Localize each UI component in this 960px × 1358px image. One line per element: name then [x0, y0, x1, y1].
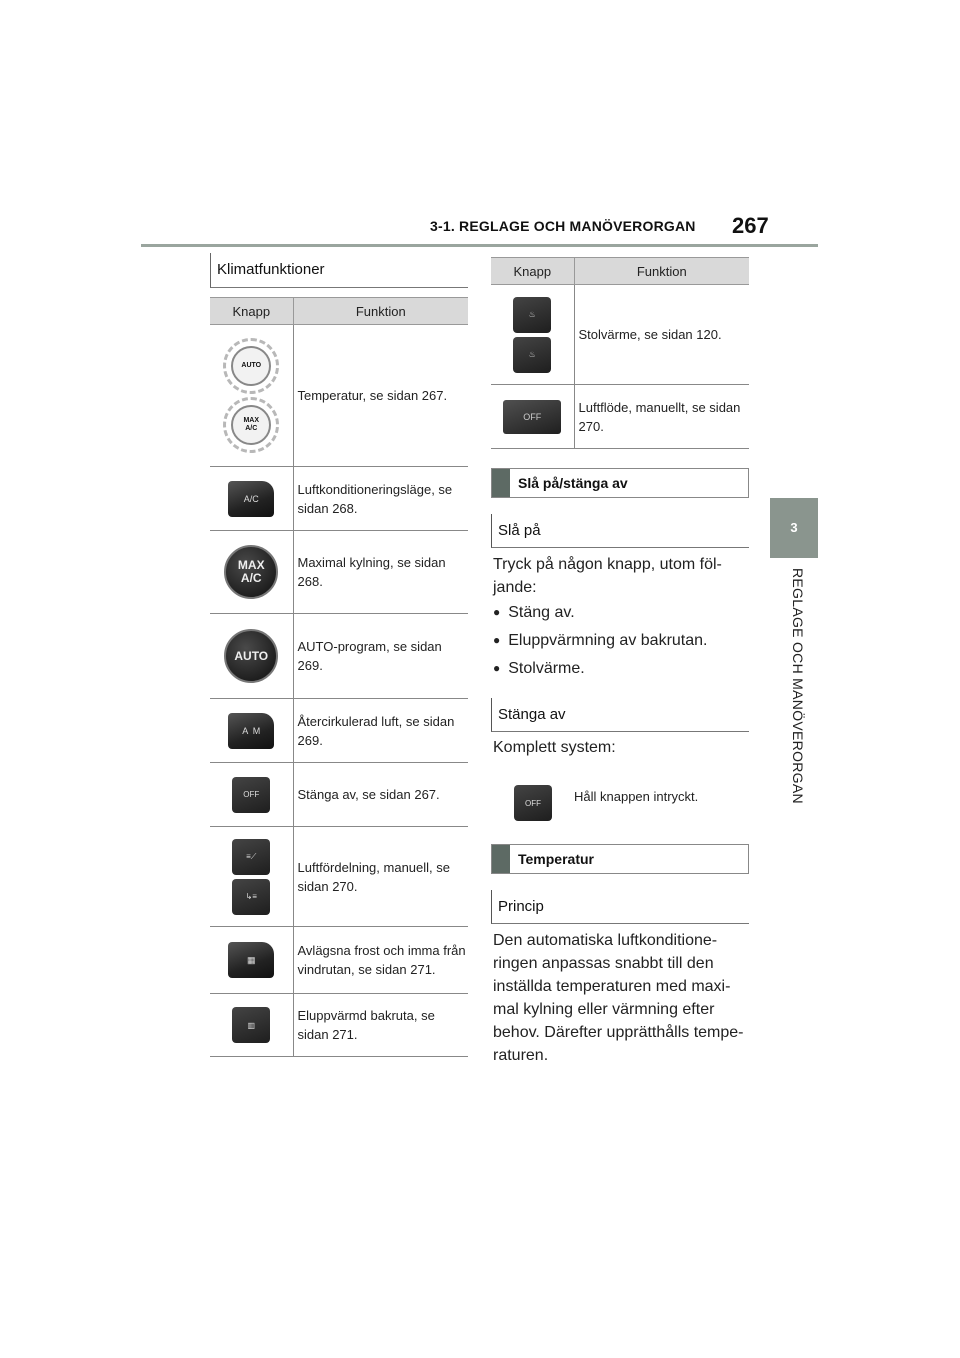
- seat-heating-upper-icon: ♨: [513, 297, 551, 333]
- table-row: [210, 699, 468, 763]
- ac-button-icon: A/C: [228, 481, 274, 517]
- col-funktion: Funktion: [574, 258, 749, 285]
- climate-functions-table: [210, 297, 468, 1057]
- header-rule: [141, 244, 818, 247]
- table-row: [210, 531, 468, 614]
- temperature-caption: Temperatur: [491, 844, 749, 874]
- chapter-title: REGLAGE OCH MANÖVERORGAN: [790, 568, 806, 804]
- table-row: [210, 614, 468, 699]
- function-text: Avlägsna frost och imma från vindrutan, se sidan 271.: [293, 927, 468, 994]
- air-distribution-upper-icon: ≡⟋: [232, 839, 270, 875]
- auto-knob-icon: AUTO: [223, 338, 279, 394]
- function-text: Luftfördelning, manuell, se sidan 270.: [293, 827, 468, 927]
- principle-text: Den automatiska luftkonditione-ringen anpassas snabbt till den inställda temperaturen med maxi-mal kylning eller värmning efter behov. Därefter upprätthålls tempe-raturen.: [493, 932, 744, 1064]
- list-item: ● Stäng av.: [493, 599, 743, 627]
- chapter-tab: 3: [770, 498, 818, 558]
- switch-off-intro: Komplett system:: [493, 739, 616, 756]
- col-funktion: Funktion: [293, 298, 468, 325]
- table-row: [210, 827, 468, 927]
- function-text: AUTO-program, se sidan 269.: [293, 614, 468, 699]
- table-row: [210, 994, 468, 1057]
- air-flow-buttons-icon: OFF: [503, 400, 561, 434]
- windshield-defrost-button-icon: ▦: [228, 942, 274, 978]
- function-text: Temperatur, se sidan 267.: [293, 325, 468, 467]
- list-item: ● Stolvärme.: [493, 655, 743, 683]
- climate-functions-table-continued: [491, 257, 749, 449]
- seat-heating-lower-icon: ♨: [513, 337, 551, 373]
- table-row: [491, 385, 749, 449]
- max-ac-knob-icon: MAX A/C: [224, 545, 278, 599]
- function-text: Återcirkulerad luft, se sidan 269.: [293, 699, 468, 763]
- climate-functions-heading: Klimatfunktioner: [210, 253, 468, 288]
- switch-on-intro: Tryck på någon knapp, utom föl-jande:: [493, 556, 722, 596]
- function-text: Luftkonditioneringsläge, se sidan 268.: [293, 467, 468, 531]
- fan-off-button-icon: OFF: [232, 777, 270, 813]
- page-number: 267: [732, 213, 769, 238]
- function-text: Stolvärme, se sidan 120.: [574, 285, 749, 385]
- table-row: [210, 467, 468, 531]
- on-off-caption: Slå på/stänga av: [491, 468, 749, 498]
- auto-knob-icon: AUTO: [224, 629, 278, 683]
- col-knapp: Knapp: [210, 298, 293, 325]
- table-row: [491, 285, 749, 385]
- function-text: Maximal kylning, se sidan 268.: [293, 531, 468, 614]
- recirculation-button-icon: A M: [228, 713, 274, 749]
- function-text: Stänga av, se sidan 267.: [293, 763, 468, 827]
- table-row: [210, 927, 468, 994]
- section-title: 3-1. REGLAGE OCH MANÖVERORGAN: [430, 218, 696, 234]
- switch-off-hint: Håll knappen intryckt.: [574, 789, 699, 804]
- switch-on-heading: Slå på: [491, 514, 749, 548]
- fan-off-button-icon: OFF: [514, 785, 552, 821]
- switch-on-exceptions: [493, 599, 743, 683]
- function-text: Eluppvärmd bakruta, se sidan 271.: [293, 994, 468, 1057]
- table-row: [210, 325, 468, 467]
- rear-window-defrost-button-icon: ▥: [232, 1007, 270, 1043]
- switch-off-heading: Stänga av: [491, 698, 749, 732]
- table-row: [210, 763, 468, 827]
- max-ac-knob-icon: MAX A/C: [223, 397, 279, 453]
- col-knapp: Knapp: [491, 258, 574, 285]
- principle-heading: Princip: [491, 890, 749, 924]
- function-text: Luftflöde, manuellt, se sidan 270.: [574, 385, 749, 449]
- list-item: ● Eluppvärmning av bakrutan.: [493, 627, 743, 655]
- air-distribution-lower-icon: ↳≡: [232, 879, 270, 915]
